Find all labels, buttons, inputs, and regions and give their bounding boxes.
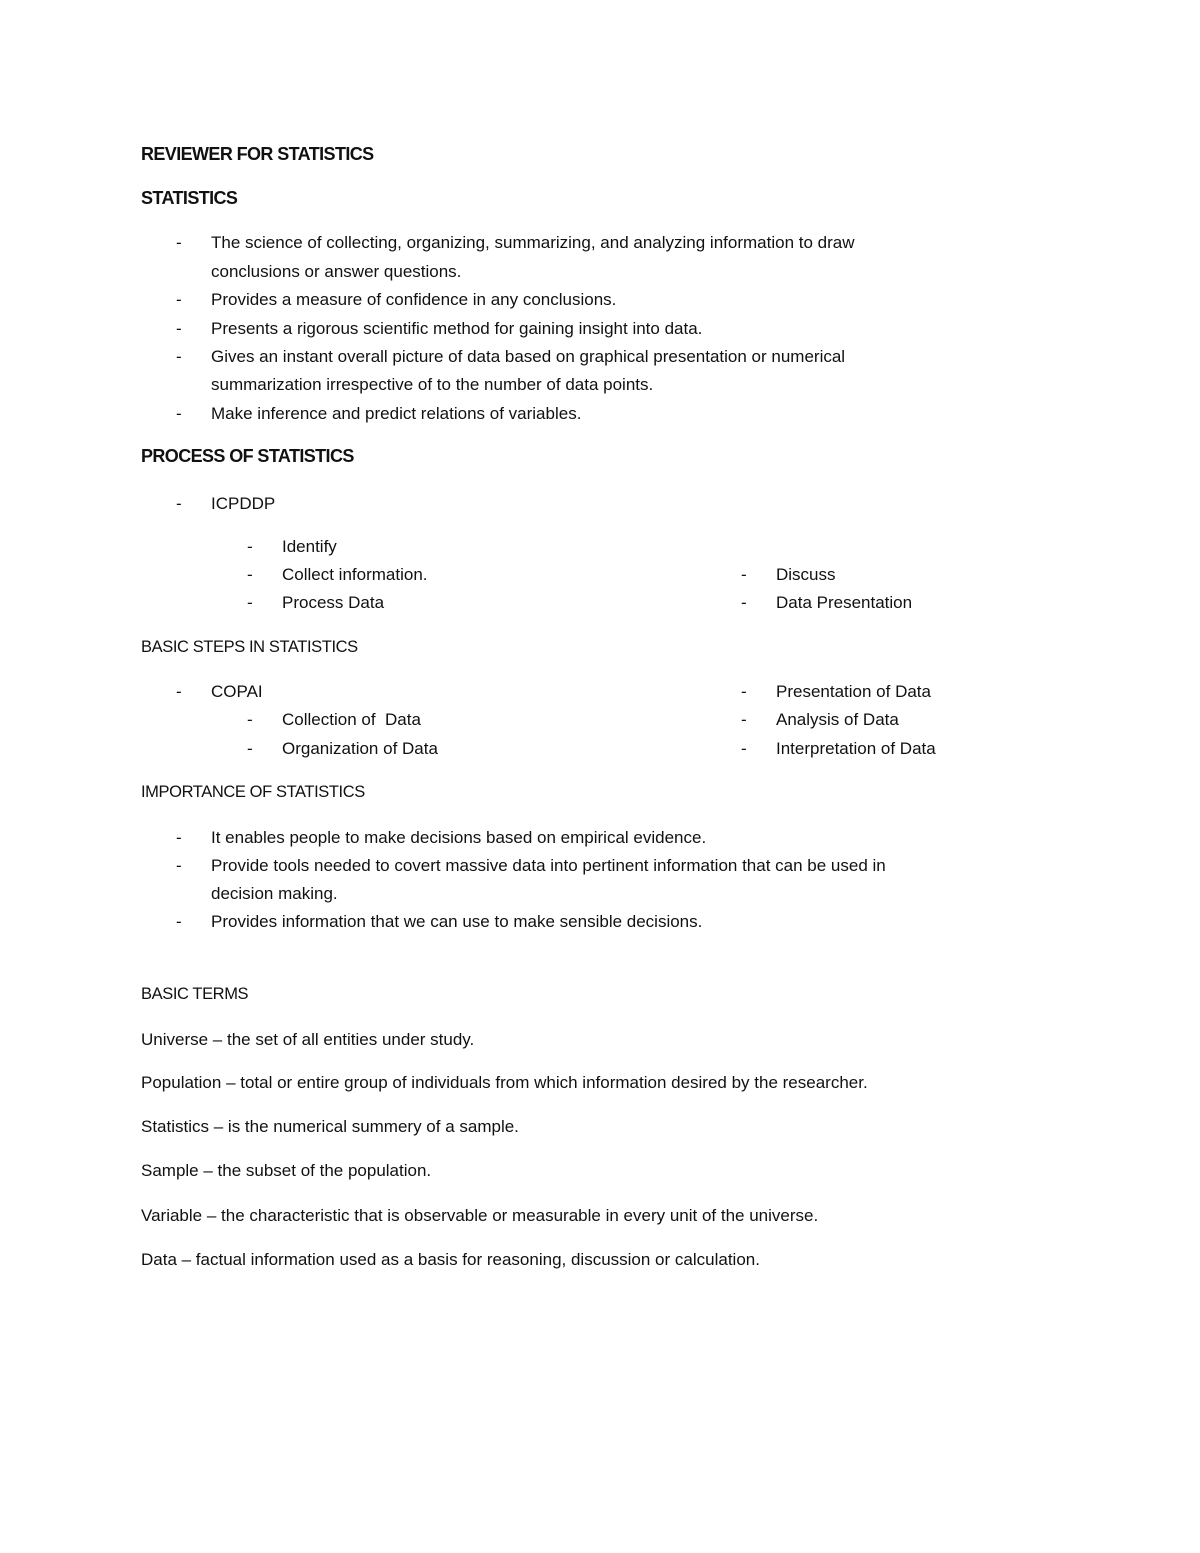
bullet-dash: - xyxy=(176,347,182,366)
bullet-dash: - xyxy=(176,828,182,847)
term-universe: Universe – the set of all entities under study. xyxy=(141,1030,475,1049)
bullet-dash: - xyxy=(741,739,747,758)
bullet-dash: - xyxy=(247,593,253,612)
bullet-dash: - xyxy=(741,682,747,701)
term-variable: Variable – the characteristic that is observable or measurable in every unit of the universe. xyxy=(141,1206,819,1225)
statistics-bullet-5: Make inference and predict relations of variables. xyxy=(211,404,582,423)
basic-step-presentation: Presentation of Data xyxy=(776,682,931,701)
process-step-process: Process Data xyxy=(282,593,385,612)
basic-step-collection: Collection of Data xyxy=(282,710,421,729)
bullet-dash: - xyxy=(741,565,747,584)
process-step-discuss: Discuss xyxy=(776,565,836,584)
bullet-dash: - xyxy=(176,290,182,309)
term-data: Data – factual information used as a basis for reasoning, discussion or calculation. xyxy=(141,1250,760,1269)
importance-bullet-2: Provide tools needed to covert massive data into pertinent information that can be used in xyxy=(211,856,886,875)
bullet-dash: - xyxy=(247,537,253,556)
process-step-presentation: Data Presentation xyxy=(776,593,913,612)
bullet-dash: - xyxy=(176,319,182,338)
bullet-dash: - xyxy=(176,404,182,423)
bullet-dash: - xyxy=(741,593,747,612)
process-step-collect: Collect information. xyxy=(282,565,428,584)
importance-bullet-1: It enables people to make decisions based on empirical evidence. xyxy=(211,828,707,847)
section-heading-process: PROCESS OF STATISTICS xyxy=(141,446,354,466)
bullet-dash: - xyxy=(247,739,253,758)
bullet-dash: - xyxy=(176,912,182,931)
statistics-bullet-3: Presents a rigorous scientific method for gaining insight into data. xyxy=(211,319,703,338)
term-sample: Sample – the subset of the population. xyxy=(141,1161,432,1180)
term-population: Population – total or entire group of individuals from which information desired by the researcher. xyxy=(141,1073,868,1092)
section-heading-importance: IMPORTANCE OF STATISTICS xyxy=(141,783,365,801)
statistics-bullet-2: Provides a measure of confidence in any conclusions. xyxy=(211,290,617,309)
section-heading-basic-terms: BASIC TERMS xyxy=(141,985,249,1003)
term-statistics: Statistics – is the numerical summery of a sample. xyxy=(141,1117,519,1136)
process-acronym: ICPDDP xyxy=(211,494,276,513)
bullet-dash: - xyxy=(176,856,182,875)
bullet-dash: - xyxy=(247,710,253,729)
importance-bullet-3: Provides information that we can use to make sensible decisions. xyxy=(211,912,703,931)
bullet-dash: - xyxy=(247,565,253,584)
bullet-dash: - xyxy=(176,682,182,701)
statistics-bullet-1-cont: conclusions or answer questions. xyxy=(211,262,462,281)
statistics-bullet-4: Gives an instant overall picture of data based on graphical presentation or numerical xyxy=(211,347,846,366)
bullet-dash: - xyxy=(741,710,747,729)
importance-bullet-2-cont: decision making. xyxy=(211,884,338,903)
statistics-bullet-1: The science of collecting, organizing, summarizing, and analyzing information to draw xyxy=(211,233,855,252)
basic-steps-acronym: COPAI xyxy=(211,682,263,701)
basic-step-interpretation: Interpretation of Data xyxy=(776,739,936,758)
section-heading-basic-steps: BASIC STEPS IN STATISTICS xyxy=(141,638,358,656)
document-title: REVIEWER FOR STATISTICS xyxy=(141,144,374,164)
bullet-dash: - xyxy=(176,233,182,252)
section-heading-statistics: STATISTICS xyxy=(141,188,238,208)
process-step-identify: Identify xyxy=(282,537,337,556)
basic-step-analysis: Analysis of Data xyxy=(776,710,899,729)
bullet-dash: - xyxy=(176,494,182,513)
statistics-bullet-4-cont: summarization irrespective of to the number of data points. xyxy=(211,375,654,394)
basic-step-organization: Organization of Data xyxy=(282,739,438,758)
